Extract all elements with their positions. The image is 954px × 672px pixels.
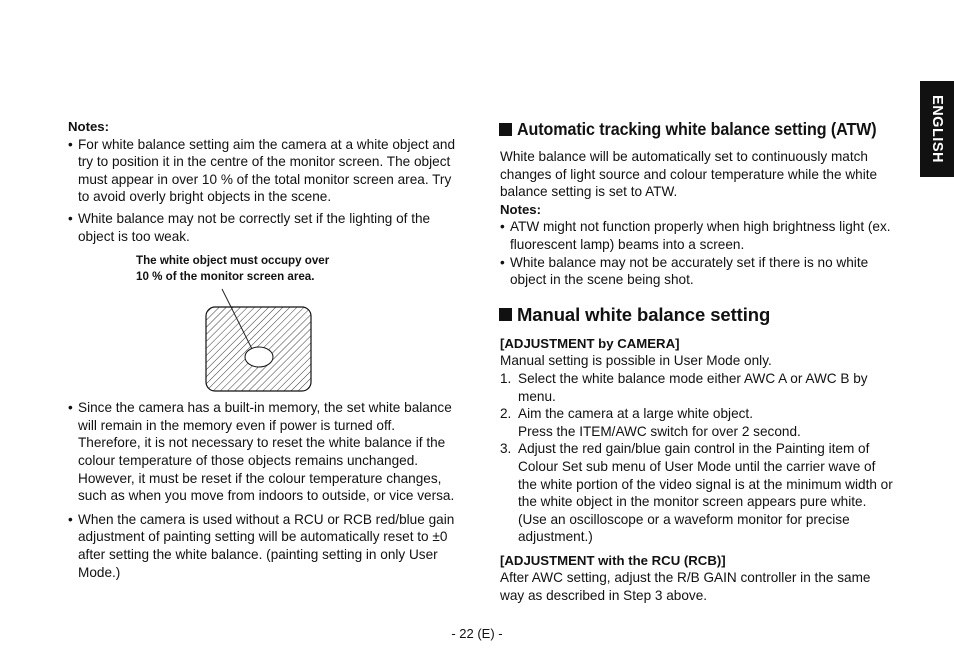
atw-section-heading <box>499 118 898 140</box>
note-item: • White balance may not be accurately set if there is no white object in the scene being shot. <box>500 254 898 289</box>
step-item <box>500 370 898 405</box>
note-item: • When the camera is used without a RCU or RCB red/blue gain adjustment of painting setting will be automatically reset to ±0 after setting the white balance. (painting setting in only User Mode.) <box>68 511 458 581</box>
atw-body: White balance will be automatically set to continuously match changes of light source and colour temperature while the white balance setting is set to ATW. <box>500 149 878 200</box>
atw-heading-text: Automatic tracking white balance setting (ATW) <box>517 119 877 139</box>
atw-notes-list <box>500 218 898 288</box>
step-text: Select the white balance mode either AWC A or AWC B by menu. <box>518 370 868 404</box>
left-column <box>68 118 458 585</box>
square-bullet-icon <box>499 123 512 136</box>
language-tab-label: ENGLISH <box>929 95 945 163</box>
camera-subheading: [ADJUSTMENT by CAMERA] <box>500 335 680 351</box>
note-item: • For white balance setting aim the camera at a white object and try to position it in the centre of the monitor screen. The object must appear in over 10 % of the total monitor screen area. Try to avoid overly bright objects in the scene. <box>68 136 458 206</box>
step-extra-text: Press the ITEM/AWC switch for over 2 second. <box>518 423 801 439</box>
rcu-subheading: [ADJUSTMENT with the RCU (RCB)] <box>500 552 726 568</box>
notes-list-bottom <box>68 399 458 581</box>
monitor-figure <box>68 253 458 393</box>
steps-list <box>500 370 898 546</box>
step-number: 1. <box>500 370 512 386</box>
step-number: 3. <box>500 441 512 457</box>
step-text: Aim the camera at a large white object. <box>518 406 753 422</box>
atw-notes-heading: Notes: <box>500 201 542 217</box>
right-column <box>500 118 898 605</box>
note-item: • ATW might not function properly when high brightness light (ex. fluorescent lamp) beams into a screen. <box>500 218 898 253</box>
manual-section-heading <box>499 304 898 326</box>
figure-caption-line: 10 % of the monitor screen area. <box>136 269 315 283</box>
notes-heading: Notes: <box>68 119 110 134</box>
square-bullet-icon <box>499 308 512 321</box>
note-item: • White balance may not be correctly set if the lighting of the object is too weak. <box>68 210 458 245</box>
manual-heading-text: Manual white balance setting <box>517 303 771 325</box>
step-text: Adjust the red gain/blue gain control in the Painting item of Colour Set sub menu of User Mode until the carrier wave of the white portion of the video signal is at the minimum width or the white object in the monitor screen appears pure white. (Use an oscilloscope or a waveform monitor for precise adjustment.) <box>518 441 893 545</box>
note-item: • Since the camera has a built-in memory, the set white balance will remain in the memory even if power is turned off. Therefore, it is not necessary to reset the white balance if the colour temperature of those objects remains unchanged. However, it must be reset if the colour temperature changes, such as when you move from indoors to outside, or vice versa. <box>68 399 458 505</box>
notes-list-top <box>68 136 458 246</box>
figure-caption-line: The white object must occupy over <box>136 254 330 268</box>
monitor-illustration <box>68 253 458 393</box>
step-item <box>500 405 898 440</box>
step-item <box>500 440 898 546</box>
rcu-body: After AWC setting, adjust the R/B GAIN controller in the same way as described in Step 3 above. <box>500 570 871 604</box>
step-number: 2. <box>500 406 512 422</box>
page-number: - 22 (E) - <box>451 626 503 641</box>
camera-intro: Manual setting is possible in User Mode only. <box>500 353 772 369</box>
white-object <box>245 347 273 367</box>
language-tab <box>920 81 954 177</box>
